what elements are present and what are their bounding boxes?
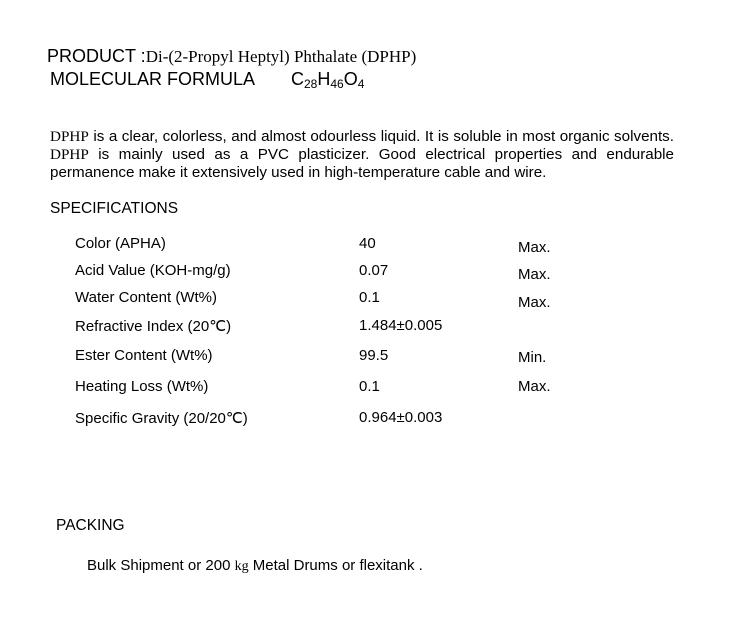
formula-count-h: 46: [330, 77, 344, 91]
packing-heading: PACKING: [56, 517, 125, 534]
spec-row-water-content: [0, 289, 737, 309]
spec-row-acid-value: [0, 262, 737, 282]
spec-name: Heating Loss (Wt%): [75, 378, 209, 395]
formula-count-o: 4: [357, 77, 365, 91]
spec-name: Color (APHA): [75, 235, 166, 252]
spec-name: Ester Content (Wt%): [75, 347, 213, 364]
spec-row-specific-gravity: [0, 409, 737, 429]
packing-description: [87, 557, 423, 575]
spec-limit: Max.: [518, 294, 551, 311]
product-name: Di-(2-Propyl Heptyl) Phthalate (DPHP): [145, 47, 417, 66]
spec-value: 40: [359, 235, 376, 252]
product-label: PRODUCT :: [47, 46, 146, 66]
description-segment: is a clear, colorless, and almost odourless liquid. It is soluble in most organic solvents.: [88, 128, 674, 145]
description-segment: DPHP: [50, 128, 89, 145]
product-description: [50, 128, 674, 182]
formula-element-c: C: [291, 69, 304, 89]
spec-row-color: [0, 235, 737, 255]
spec-value: 0.964±0.003: [359, 409, 443, 426]
spec-limit: Max.: [518, 266, 551, 283]
packing-text-end: Metal Drums or flexitank .: [248, 557, 423, 574]
packing-text-start: Bulk Shipment or 200: [87, 557, 235, 574]
description-segment: is mainly used as a PVC plasticizer. Good electrical properties and endurable permanence make it extensively used in high-temperature cable and wire.: [50, 146, 674, 181]
formula-count-c: 28: [304, 77, 318, 91]
spec-value: 0.1: [359, 289, 380, 306]
spec-value: 99.5: [359, 347, 389, 364]
spec-value: 0.07: [359, 262, 389, 279]
packing-unit: kg: [234, 559, 249, 574]
spec-name: Specific Gravity (20/20℃): [75, 410, 248, 427]
spec-name: Water Content (Wt%): [75, 289, 217, 306]
spec-limit: Max.: [518, 378, 551, 395]
spec-value: 0.1: [359, 378, 380, 395]
spec-row-refractive-index: [0, 317, 737, 337]
spec-value: 1.484±0.005: [359, 317, 443, 334]
spec-limit: Min.: [518, 349, 547, 366]
spec-name: Acid Value (KOH-mg/g): [75, 262, 231, 279]
spec-row-heating-loss: [0, 378, 737, 398]
product-line: [47, 46, 416, 67]
spec-name: Refractive Index (20℃): [75, 318, 232, 335]
spec-row-ester-content: [0, 347, 737, 367]
formula-element-o: O: [343, 69, 358, 89]
molecular-formula-value: [291, 69, 364, 91]
description-segment: DPHP: [50, 146, 89, 163]
molecular-formula-label: MOLECULAR FORMULA: [50, 69, 256, 89]
formula-element-h: H: [317, 69, 331, 89]
spec-limit: Max.: [518, 239, 551, 256]
specifications-heading: SPECIFICATIONS: [50, 200, 179, 217]
